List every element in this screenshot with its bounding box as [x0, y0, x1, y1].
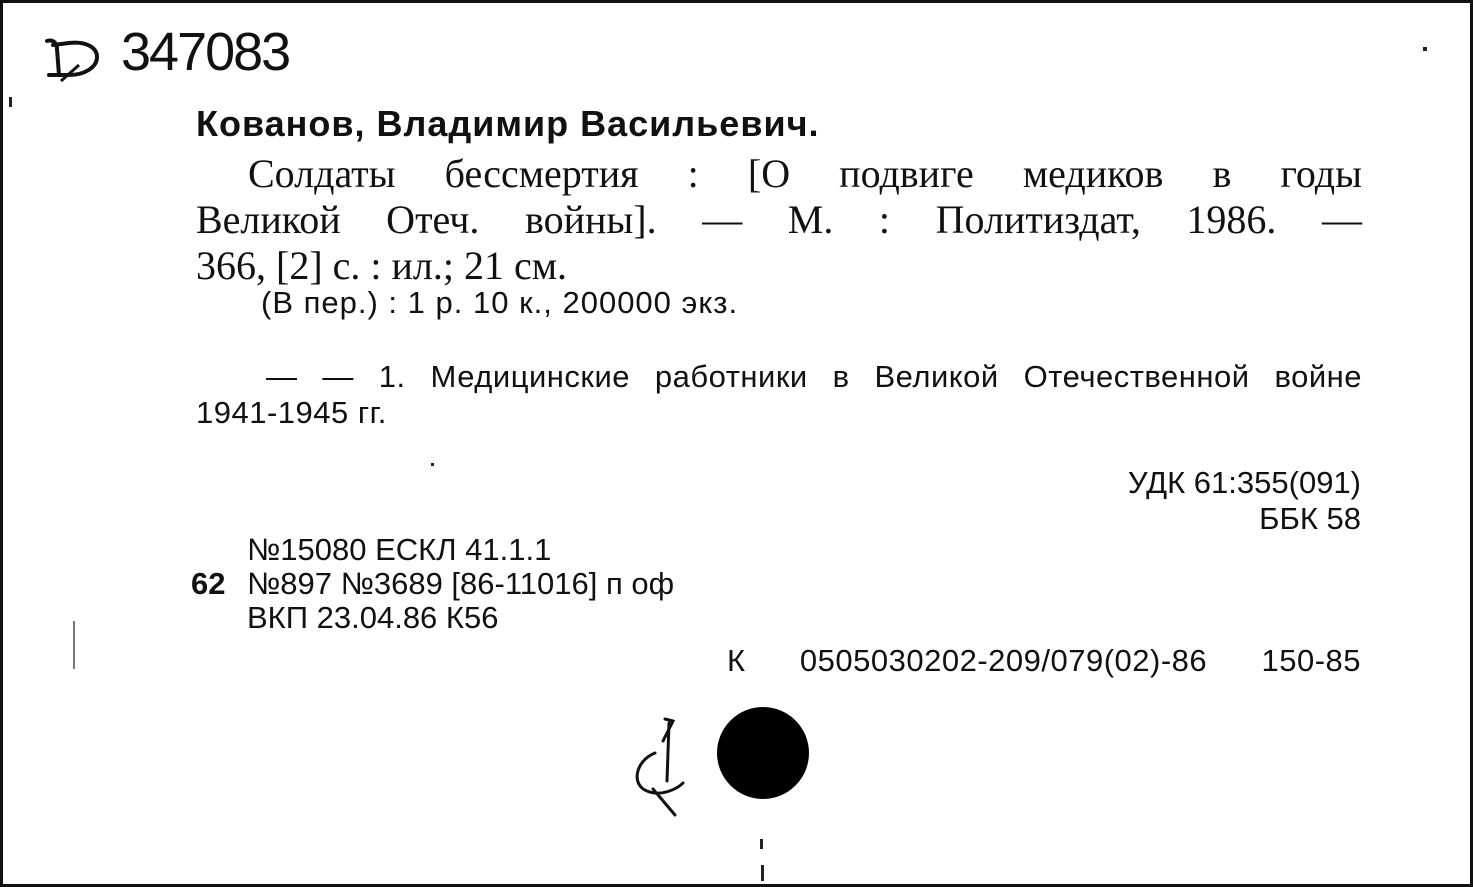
- title-line: 366, [2] с. : ил.; 21 см.: [196, 243, 568, 288]
- isbn-text: К 0505030202-209/079(02)-86 150-85: [727, 643, 1361, 678]
- binding-price-line: (В пер.) : 1 р. 10 к., 200000 экз.: [261, 285, 739, 320]
- publication-info: [191, 533, 674, 635]
- pub-line: ВКП 23.04.86 К56: [247, 600, 499, 635]
- classification-codes: [1043, 465, 1361, 537]
- punch-hole-dot: [717, 707, 809, 799]
- scan-speck: [760, 839, 763, 849]
- inventory-number: 347083: [121, 22, 290, 82]
- bbk-code: ББК 58: [1259, 501, 1361, 536]
- title-line: Солдаты бессмертия : [О подвиге медиков в годы: [248, 151, 1362, 196]
- handwritten-checkmark-icon: [625, 711, 695, 821]
- subject-line: — — 1. Медицинские работники в Великой Отечественной войне: [266, 359, 1362, 394]
- udk-code: УДК 61:355(091): [1127, 465, 1361, 500]
- pub-line-label: 62: [191, 566, 226, 601]
- pub-line: [191, 567, 674, 601]
- scan-speck: [431, 463, 434, 466]
- scan-speck: [1423, 47, 1427, 51]
- title-description: [196, 151, 1362, 289]
- subject-heading: [196, 359, 1362, 431]
- handwritten-d-mark-icon: [39, 31, 111, 87]
- isbn-line: [727, 643, 1361, 679]
- scan-speck: [9, 97, 12, 107]
- scan-speck: [761, 865, 764, 881]
- pub-line-text: №897 №3689 [86-11016] п оф: [247, 566, 675, 601]
- subject-line: 1941-1945 гг.: [196, 395, 387, 430]
- title-line: Великой Отеч. войны]. — М. : Политиздат, 1986. —: [196, 197, 1362, 242]
- scan-speck: [73, 621, 75, 669]
- author-heading: Кованов, Владимир Васильевич.: [196, 103, 820, 144]
- pub-line: №15080 ЕСКЛ 41.1.1: [247, 532, 552, 567]
